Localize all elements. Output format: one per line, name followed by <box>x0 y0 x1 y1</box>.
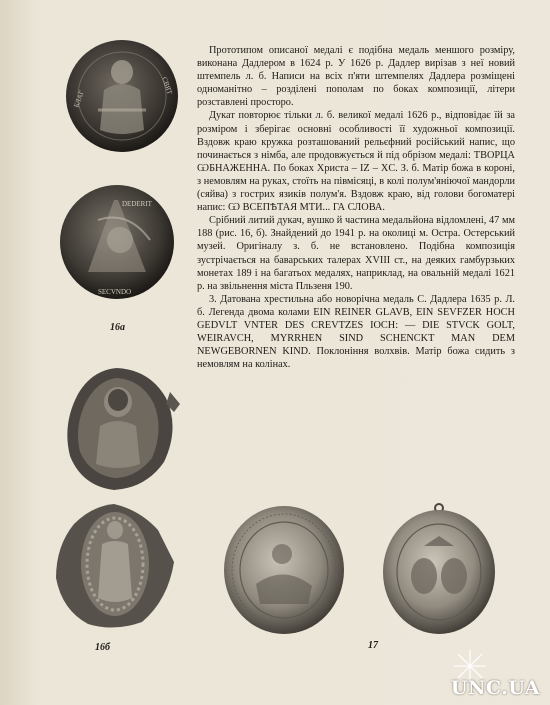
paragraph-4: 3. Датована хрестильна або новорічна медаль С. Дадлера 1635 р. Л. б. Легенда двома колами EIN REINER GLAVB, EIN SEVFZER HOCH GEDVLT VNTER DES CREVTZES IOCH: — DIE STVCK GOLT, WEIRAVCH, MYRRHEN SIND SCHENCKT MAN DEM NEWGEBORNEN KIND. Поклоніння волхвів. Матір божа сидить з немовлям на колінах. <box>197 293 515 371</box>
watermark: UNC.UA <box>450 677 540 699</box>
caption-17: 17 <box>368 640 378 651</box>
body-text <box>197 44 515 371</box>
svg-text:БЛАГ: БЛАГ <box>72 89 86 109</box>
paragraph-2: Дукат повторює тільки л. б. великої медалі 1626 р., відповідає їй за розміром і зберігає основні особливості її художньої композиції. Вздовж краю кружка розташований рельєфний російський напис, що починається з німба, але продовжується й під обрізом медалі: ТВОРЦА ѠБНАЖЕННА. По боках Христа – IZ – XC. З. б. Матір божа в короні, з немовлям на руках, стоїть на півмісяці, в колі полум'яніючої мандорли (сяйва) з гострих язиків полум'я. Вздовж краю, від голови богоматері напис: Ѡ ВСЕПѢТАЯ МТИ... ГА СЛОВА. <box>197 110 515 214</box>
svg-text:DEDERIT: DEDERIT <box>122 200 152 208</box>
medal-16a-obverse <box>64 38 180 154</box>
pendant-16b-back <box>50 500 180 635</box>
medal-16a-reverse <box>58 180 176 305</box>
medal-17-obverse <box>222 504 346 636</box>
medal-17-reverse <box>380 500 498 638</box>
svg-text:SECVNDO: SECVNDO <box>98 288 132 296</box>
paragraph-1: Прототипом описаної медалі є подібна медаль меншого розміру, виконана Дадлером в 1624 р. У 1626 р. Дадлер вирізав з неї новий штемпель л. б. Написи на всіх п'яти штемпелях Дадлера розміщені одноманітно – розділені пополам по боках композиції, літери розставлені просторо. <box>197 45 515 109</box>
svg-text:СВЯТ: СВЯТ <box>160 75 174 96</box>
pendant-16b-front <box>62 364 182 494</box>
paragraph-3: Срібний литий дукач, вушко й частина медальйона відломлені, 47 мм 188 (рис. 16, б). Знайдений до 1941 р. на околиці м. Остра. Остерський музей. Оригіналу з. б. не встановлено. Подібна композиція зустрічається на баварських талерах XVIII ст., на деяких гамбурзьких монетах 189 і на багатьох медалях, наприклад, на овальній медалі 1621 р. на звільнення міста Пльзеня 190. <box>197 215 515 292</box>
caption-16a: 16а <box>110 322 125 333</box>
caption-16b: 16б <box>95 642 110 653</box>
